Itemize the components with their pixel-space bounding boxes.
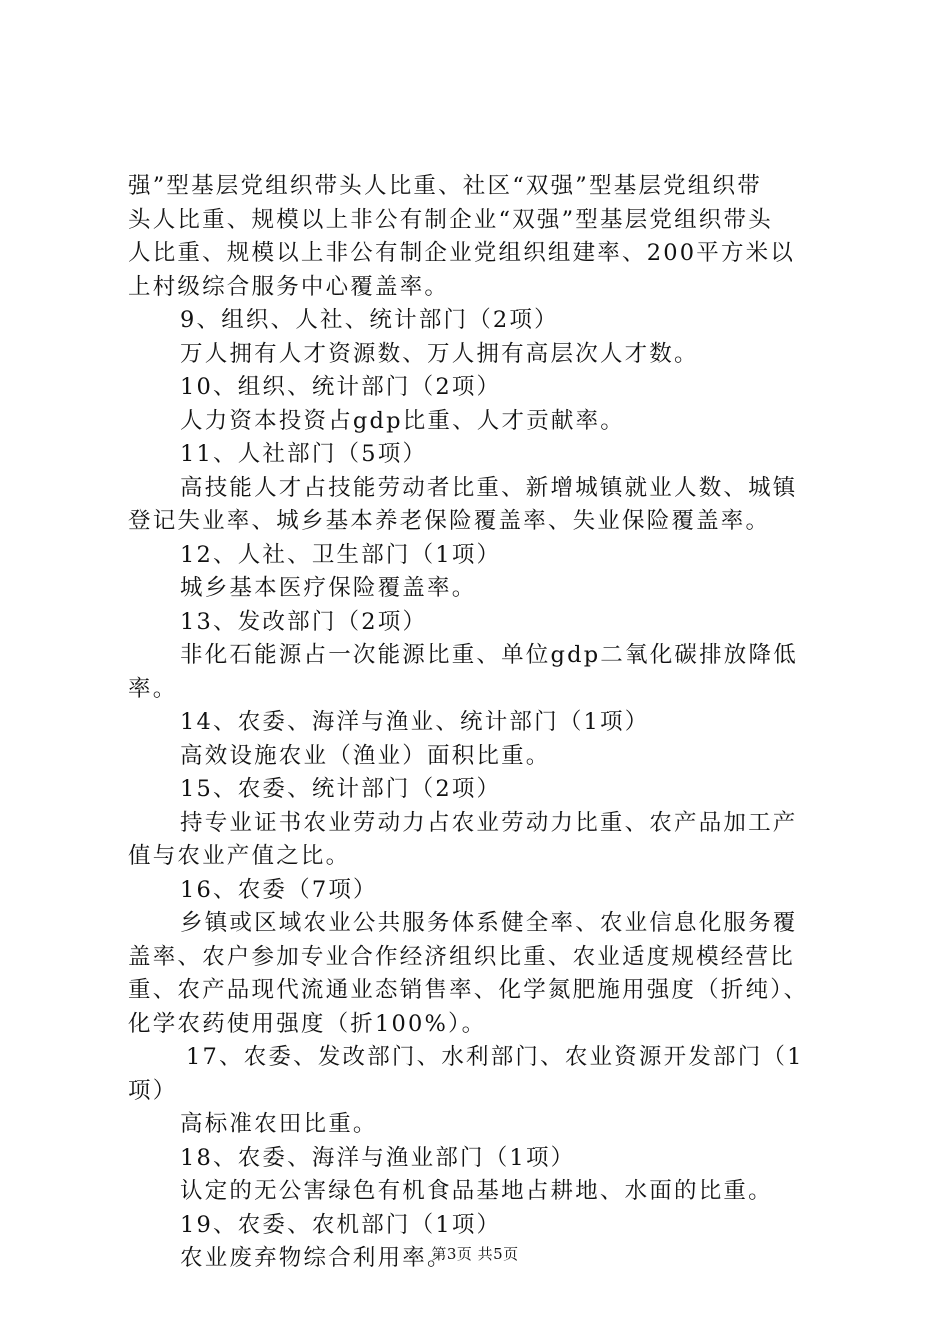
- text-line: 人比重、规模以上非公有制企业党组织组建率、200平方米以: [128, 240, 796, 266]
- text-line: 13、发改部门（2项）: [180, 608, 428, 635]
- text-line: 盖率、农户参加专业合作经济组织比重、农业适度规模经营比: [128, 943, 795, 970]
- text-line: 重、农产品现代流通业态销售率、化学氮肥施用强度（折纯）、: [128, 977, 809, 1003]
- text-line: 认定的无公害绿色有机食品基地占耕地、水面的比重。: [180, 1178, 773, 1204]
- page-footer: 第3页 共5页: [431, 1245, 519, 1263]
- text-line: 18、农委、海洋与渔业部门（1项）: [180, 1144, 576, 1171]
- text-line: 高标准农田比重。: [180, 1111, 378, 1137]
- text-line: 15、农委、统计部门（2项）: [180, 776, 502, 802]
- document-body: [128, 170, 840, 1276]
- text-line: 高效设施农业（渔业）面积比重。: [180, 742, 551, 769]
- text-line: 头人比重、规模以上非公有制企业“双强”型基层党组织带头: [128, 206, 773, 233]
- text-line: 17、农委、发改部门、水利部门、农业资源开发部门（1: [186, 1044, 804, 1070]
- text-line: 非化石能源占一次能源比重、单位gdp二氧化碳排放降低: [180, 642, 798, 668]
- text-line: 率。: [128, 675, 178, 702]
- text-line: 登记失业率、城乡基本养老保险覆盖率、失业保险覆盖率。: [128, 508, 771, 534]
- text-line: 9、组织、人社、统计部门（2项）: [180, 307, 559, 333]
- text-line: 12、人社、卫生部门（1项）: [180, 541, 502, 568]
- text-line: 人力资本投资占gdp比重、人才贡献率。: [180, 407, 626, 434]
- text-line: 16、农委（7项）: [180, 876, 378, 903]
- text-line: 万人拥有人才资源数、万人拥有高层次人才数。: [180, 340, 699, 367]
- text-line: 化学农药使用强度（折100%）。: [128, 1010, 487, 1037]
- text-line: 持专业证书农业劳动力占农业劳动力比重、农产品加工产: [180, 809, 798, 836]
- text-line: 农业废弃物综合利用率。: [180, 1245, 452, 1271]
- text-line: 14、农委、海洋与渔业、统计部门（1项）: [180, 709, 650, 735]
- text-line: 19、农委、农机部门（1项）: [180, 1211, 502, 1238]
- text-line: 高技能人才占技能劳动者比重、新增城镇就业人数、城镇: [180, 474, 798, 501]
- text-line: 城乡基本医疗保险覆盖率。: [180, 575, 477, 601]
- text-line: 上村级综合服务中心覆盖率。: [128, 273, 450, 300]
- text-line: 强”型基层党组织带头人比重、社区“双强”型基层党组织带: [128, 173, 762, 199]
- text-line: 10、组织、统计部门（2项）: [180, 374, 502, 400]
- text-line: 乡镇或区域农业公共服务体系健全率、农业信息化服务覆: [180, 910, 798, 936]
- text-line: 项）: [128, 1077, 178, 1104]
- text-line: 值与农业产值之比。: [128, 843, 351, 869]
- text-line: 11、人社部门（5项）: [180, 441, 428, 467]
